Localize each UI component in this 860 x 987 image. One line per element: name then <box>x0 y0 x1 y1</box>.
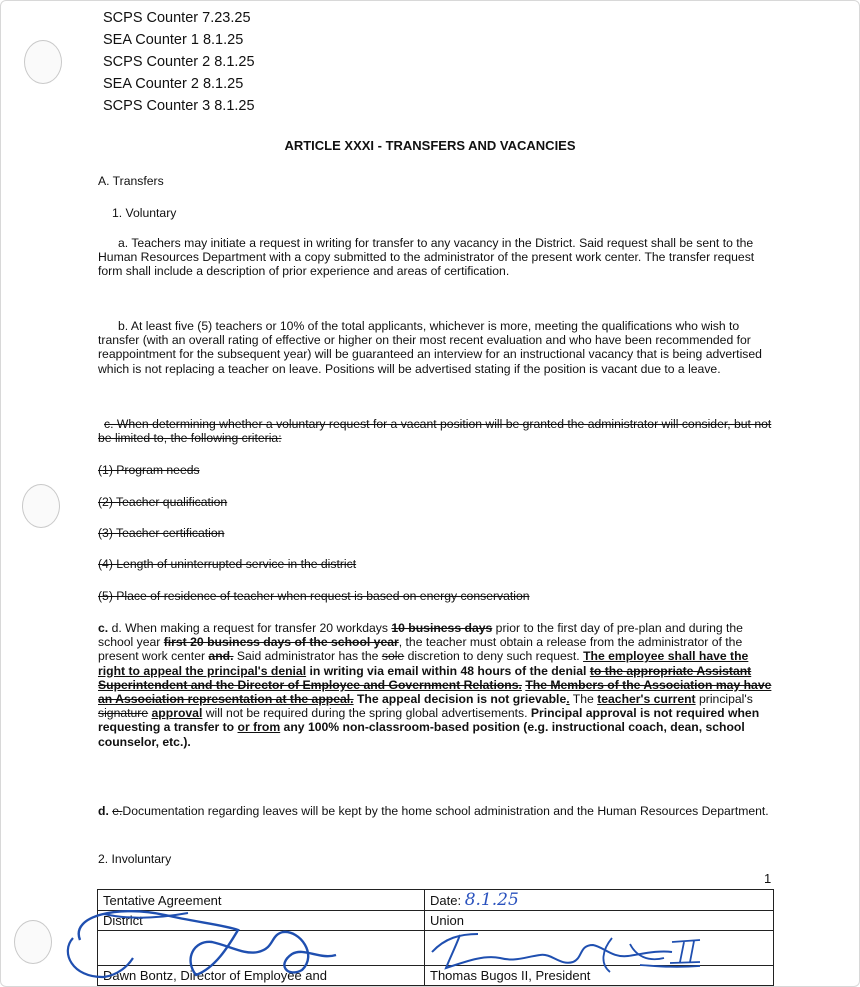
union-label: Union <box>425 911 774 931</box>
counter-line: SEA Counter 1 8.1.25 <box>103 32 244 48</box>
subsection-heading-voluntary: 1. Voluntary <box>112 206 177 220</box>
signature-table <box>97 889 774 986</box>
deleted-text: first 20 business days of the school year <box>163 635 399 650</box>
inserted-text: The appeal decision is not grievable <box>353 692 567 707</box>
district-signature-cell <box>98 931 425 966</box>
inserted-text: or from <box>237 720 281 735</box>
deleted-text: 10 business days <box>391 621 493 635</box>
paragraph-a: a. Teachers may initiate a request in writing for transfer to any vacancy in the District. Said request shall be sent to the Human Resources Department with a copy submitted to the administrator of the present work center. The transfer request form shall include a description of prior experience and areas of certification. <box>98 236 755 279</box>
subsection-heading-involuntary: 2. Involuntary <box>98 852 172 866</box>
union-signature-cell <box>425 931 774 966</box>
paragraph-c-d: c. d. When making a request for transfer 20 workdays 10 business days prior to the first day of pre-plan and during the school year first 20 business days of the school year, the teacher must obtain a release from the administrator of the present work center and. Said administrator has the sole discretion to deny such request. The employee shall have the right to appeal the principal's denial in writing via email within 48 hours of the denial to the appropriate Assistant Superintendent and the Director of Employee and Government Relations. The Members of the Association may have an Association representation at the appeal. The appeal decision is not grievable. The teacher's current principal's signature approval will not be required during the spring global advertisements. Principal approval is not required when requesting a transfer to or from any 100% non-classroom-based position (e.g. instructional coach, dean, school counselor, etc.). <box>98 621 772 749</box>
inserted-letter: d. <box>98 804 109 818</box>
inserted-text: teacher's current <box>597 692 696 707</box>
inserted-text: The employee shall have the right to appeal the principal's denial <box>98 649 749 678</box>
criterion-deleted: (3) Teacher certification <box>98 526 225 540</box>
article-title: ARTICLE XXXI - TRANSFERS AND VACANCIES <box>284 138 576 153</box>
date-cell: Date: 8.1.25 <box>425 890 774 911</box>
inserted-text: approval <box>151 706 203 721</box>
criterion-deleted: (5) Place of residence of teacher when request is based on energy conservation <box>98 589 530 603</box>
criterion-deleted: (1) Program needs <box>98 463 200 477</box>
district-label: District <box>98 911 425 931</box>
district-signer-name: Dawn Bontz, Director of Employee and <box>98 966 425 986</box>
union-signer-name: Thomas Bugos II, President <box>425 966 774 986</box>
deleted-text: to the appropriate Assistant Superintendent and the Director of Employee and Government Relations. <box>98 663 752 692</box>
agreement-label: Tentative Agreement <box>98 890 425 911</box>
deleted-text: c. When determining whether a voluntary request for a vacant position will be granted the administrator will consider, but not be limited to, the following criteria: <box>98 417 772 446</box>
counter-line: SEA Counter 2 8.1.25 <box>103 76 244 92</box>
paragraph-c-deleted <box>98 417 778 445</box>
counter-line: SCPS Counter 3 8.1.25 <box>103 98 255 114</box>
paragraph-d-e: d. e.Documentation regarding leaves will be kept by the home school administration and the Human Resources Department. <box>98 804 769 818</box>
punch-hole-bottom <box>14 920 52 964</box>
deleted-text: and. <box>208 649 234 664</box>
counter-line: SCPS Counter 7.23.25 <box>103 10 251 26</box>
inserted-text: any 100% non-classroom-based position (e.g. instructional coach, dean, school counselor, etc.). <box>98 720 745 749</box>
punch-hole-top <box>24 40 62 84</box>
counter-line: SCPS Counter 2 8.1.25 <box>103 54 255 70</box>
inserted-text: Principal approval is not required when requesting a transfer to <box>98 706 760 735</box>
handwritten-date: 8.1.25 <box>464 890 519 910</box>
punch-hole-middle <box>22 484 60 528</box>
deleted-text: signature <box>98 706 149 721</box>
inserted-letter: c. <box>98 621 109 635</box>
deleted-text: The Members of the Association may have an Association representation at the appeal. <box>98 677 772 707</box>
criterion-deleted: (4) Length of uninterrupted service in the district <box>98 557 357 571</box>
section-heading-transfers: A. Transfers <box>98 174 164 188</box>
paragraph-b: b. At least five (5) teachers or 10% of the total applicants, whichever is more, meeting the qualifications who wish to transfer (with an overall rating of effective or higher on their most recent evaluation and who have been recommended for reappointment for the subsequent year) will be guaranteed an interview for an instructional vacancy that is being advertised which is not replacing a teacher on leave. Positions will be advertised stating if the position is vacant due to a leave. <box>98 319 762 376</box>
criterion-deleted: (2) Teacher qualification <box>98 495 228 509</box>
counter-list <box>103 7 255 117</box>
inserted-text: in writing via email within 48 hours of the denial <box>306 663 590 678</box>
deleted-text: sole <box>381 649 405 664</box>
page-number: 1 <box>764 871 772 886</box>
